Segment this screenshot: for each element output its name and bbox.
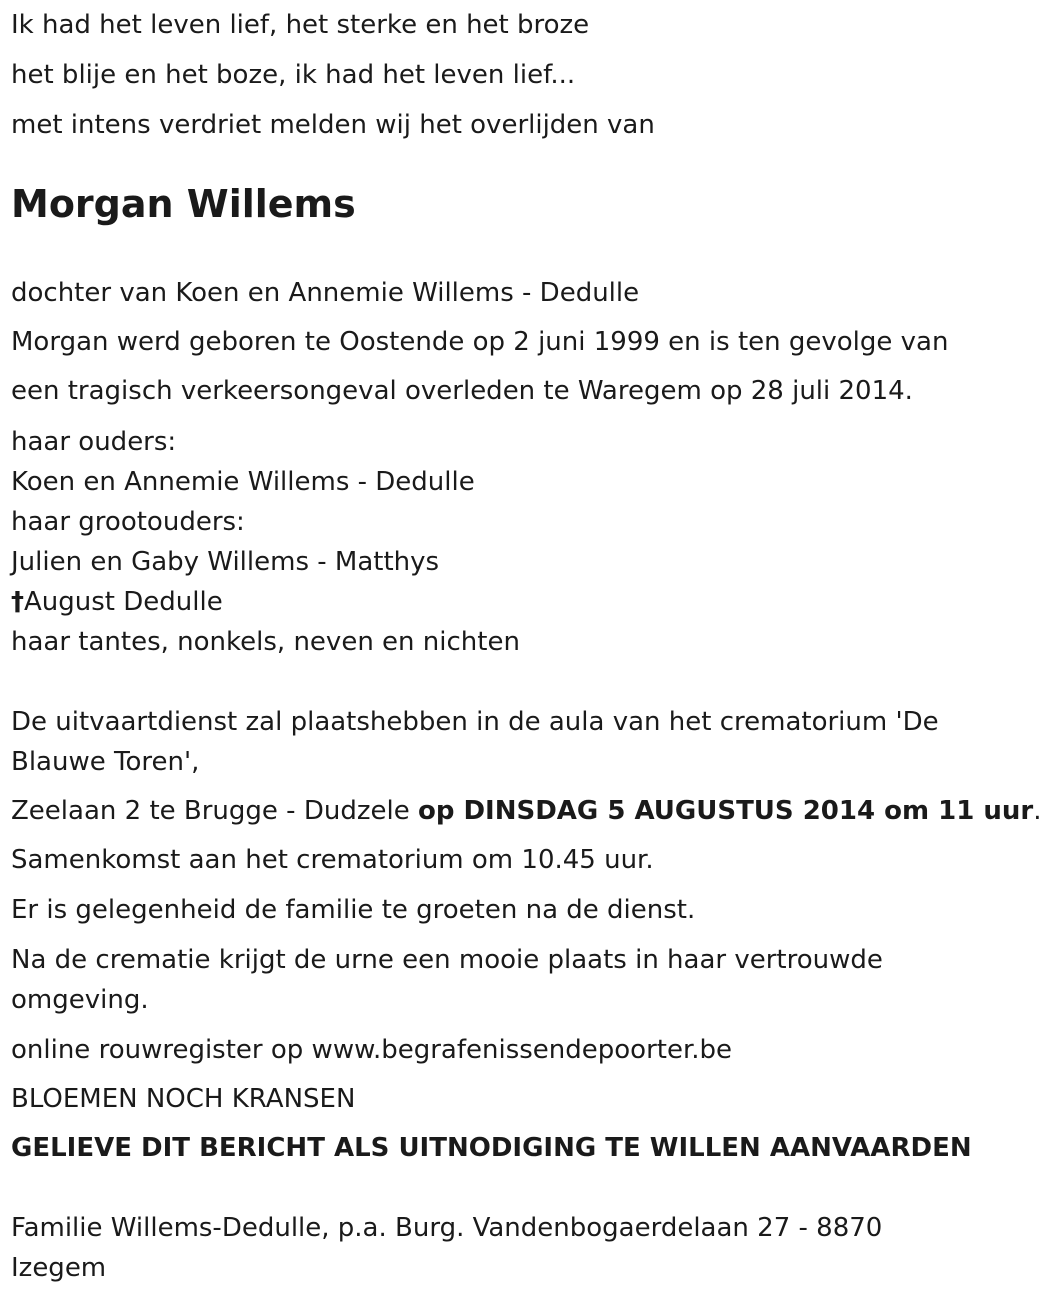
deceased-grandparent-line	[11, 585, 223, 619]
service-address-line	[11, 794, 1041, 828]
deceased-grandparent-name: August Dedulle	[24, 587, 223, 617]
parents-names: Koen en Annemie Willems - Dedulle	[11, 467, 475, 497]
online-register-line: online rouwregister op www.begrafenissendepoorter.be	[11, 1035, 733, 1065]
born-line-1: Morgan werd geboren te Oostende op 2 juni 1999 en is ten gevolge van	[11, 327, 949, 357]
parents-label: haar ouders:	[11, 427, 177, 457]
cross-icon: †	[11, 587, 24, 617]
born-line-2: een tragisch verkeersongeval overleden te Waregem op 28 juli 2014.	[11, 376, 913, 406]
intro-line-3: met intens verdriet melden wij het overlijden van	[11, 110, 655, 140]
service-period: .	[1033, 796, 1041, 826]
service-datetime: op DINSDAG 5 AUGUSTUS 2014 om 11 uur	[417, 796, 1034, 826]
daughter-of-line: dochter van Koen en Annemie Willems - Dedulle	[11, 278, 640, 308]
grandparents-label: haar grootouders:	[11, 507, 245, 537]
deceased-name: Morgan Willems	[11, 182, 356, 226]
urn-line-1: Na de crematie krijgt de urne een mooie plaats in haar vertrouwde	[11, 945, 883, 975]
contact-line-1: Familie Willems-Dedulle, p.a. Burg. Vandenbogaerdelaan 27 - 8870	[11, 1213, 883, 1243]
contact-line-2: Izegem	[11, 1253, 107, 1283]
flowers-line: BLOEMEN NOCH KRANSEN	[11, 1084, 356, 1114]
service-address: Zeelaan 2 te Brugge - Dudzele	[11, 796, 418, 826]
greeting-line: Er is gelegenheid de familie te groeten na de dienst.	[11, 895, 696, 925]
gathering-line: Samenkomst aan het crematorium om 10.45 uur.	[11, 845, 654, 875]
urn-line-2: omgeving.	[11, 985, 149, 1015]
service-line-1: De uitvaartdienst zal plaatshebben in de aula van het crematorium 'De	[11, 707, 939, 737]
relatives-line: haar tantes, nonkels, neven en nichten	[11, 627, 520, 657]
intro-line-1: Ik had het leven lief, het sterke en het broze	[11, 10, 590, 40]
service-line-2: Blauwe Toren',	[11, 747, 200, 777]
grandparents-names: Julien en Gaby Willems - Matthys	[11, 547, 440, 577]
intro-line-2: het blije en het boze, ik had het leven lief...	[11, 60, 576, 90]
invitation-line: GELIEVE DIT BERICHT ALS UITNODIGING TE WILLEN AANVAARDEN	[11, 1133, 972, 1163]
